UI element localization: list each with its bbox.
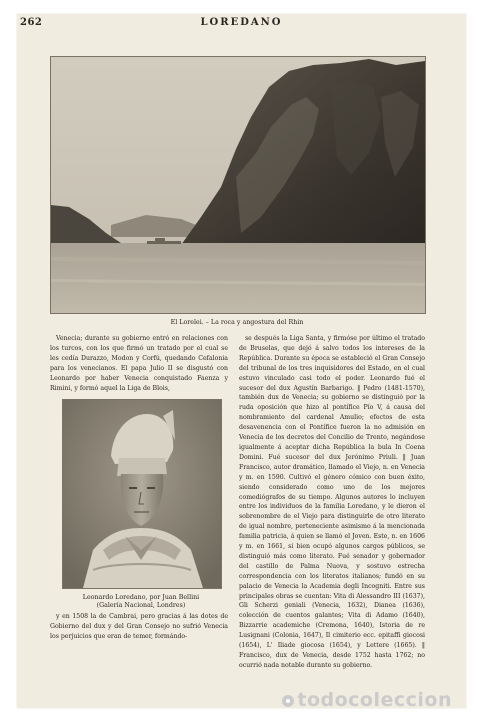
landscape-photo-icon xyxy=(51,57,425,313)
paragraph: y en 1508 la de Cambrai, pero gracias á las dotes de Gobierno del dux y del Gran Consejo no sufrió Venecia los perjuicios que eran de temer, formándo- xyxy=(50,613,228,640)
watermark-text: todocoleccion xyxy=(297,689,452,711)
paragraph: se después la Liga Santa, y firmóse por último el tratado de Bruselas, que dejó á salvo todos los intereses de la República. Durante su época se estableció el Gran Consejo del tribunal de los tres inquisidores del Estado, en el cual estuvo vinculado casi todo el poder. Leonardo fué el sucesor del dux Agustín Barbarigo. ‖ Pedro (1481-1570), también dux de Venecia; su gobierno se distinguió por la ruda oposición que hizo al pontífice Pío V, á causa del nombramiento del cardenal Amulio; efectos de esta desavenencia con el Pontífice fueron la no admisión en Venecia de los decretos del Concilio de Trento, negándose igualmente á aceptar dicha República la bula In Coena Domini. Fué sucesor del dux Jerónimo Priuli. ‖ Juan Francisco, autor dramático, llamado el Viejo, n. en Venecia y m. en 1590. Cultivó el género cómico con buen éxito, siendo considerado como uno de los mejores comediógrafos de su tiempo. Algunos autores lo incluyen entre los individuos de la familia Loredano, y le dieron el sobrenombre de el Viejo para distinguirle de otro literato de igual nombre, perteneciente asimismo á la mencionada familia patricia, á quien se llamó el Joven. Este, n. en 1606 y m. en 1661, si bien ocupó algunos cargos públicos, se distinguió más como literato. Fué senador y gobernador del castillo de Palma Nuova, y sostuvo estrecha correspondencia con los literatos italianos; fundó en su palacio de Venecia la Academia degli Incogniti. Entre sus principales obras se cuentan: Vita di Alessandro III (1637), Gli Scherzi geniali (Venecia, 1632), Dianea (1636), colección de cuentos galantes; Vita di Adamo (1640), Bizzarrie academiche (Cremona, 1640), Istoria de re Lusignani (Colonia, 1647), Il cimiterio ecc. epitaffi giocosi (1654), L' Iliade giocosa (1654), y Lettere (1665). ‖ Francisco, dux de Venecia, desde 1752 hasta 1762; no ocurrió nada notable durante su gobierno. xyxy=(239,335,425,669)
scanned-page xyxy=(17,14,466,708)
page-title: LOREDANO xyxy=(200,17,283,28)
page-number: 262 xyxy=(20,17,43,28)
portrait-caption xyxy=(62,594,220,609)
right-column-text xyxy=(239,334,425,680)
paragraph: Venecia; durante su gobierno entró en relaciones con los turcos, con los que firmó un tratado por el cual se les cedía Durazzo, Modon y Corfú, quedando Cefalonia para los venecianos. El papa Julio II se disgustó con Leonardo por haber Venecia conquistado Faenza y Rimini, y formó aquel la Liga de Blois, xyxy=(50,335,228,392)
portrait-caption-line1: Leonardo Loredano, por Juan Bellini xyxy=(82,594,200,601)
portrait-caption-line2: (Galería Nacional, Londres) xyxy=(96,601,186,609)
left-column-top-text xyxy=(50,334,228,394)
portrait-photo-icon xyxy=(63,400,221,588)
page-header xyxy=(17,14,466,34)
loredano-portrait xyxy=(62,399,222,589)
watermark xyxy=(282,689,452,711)
watermark-logo-icon xyxy=(282,695,294,707)
lorelei-photo xyxy=(50,56,426,314)
left-column-bottom-text xyxy=(50,612,228,672)
lorelei-caption: El Lorelei. – La roca y angostura del Rhin xyxy=(170,319,304,326)
